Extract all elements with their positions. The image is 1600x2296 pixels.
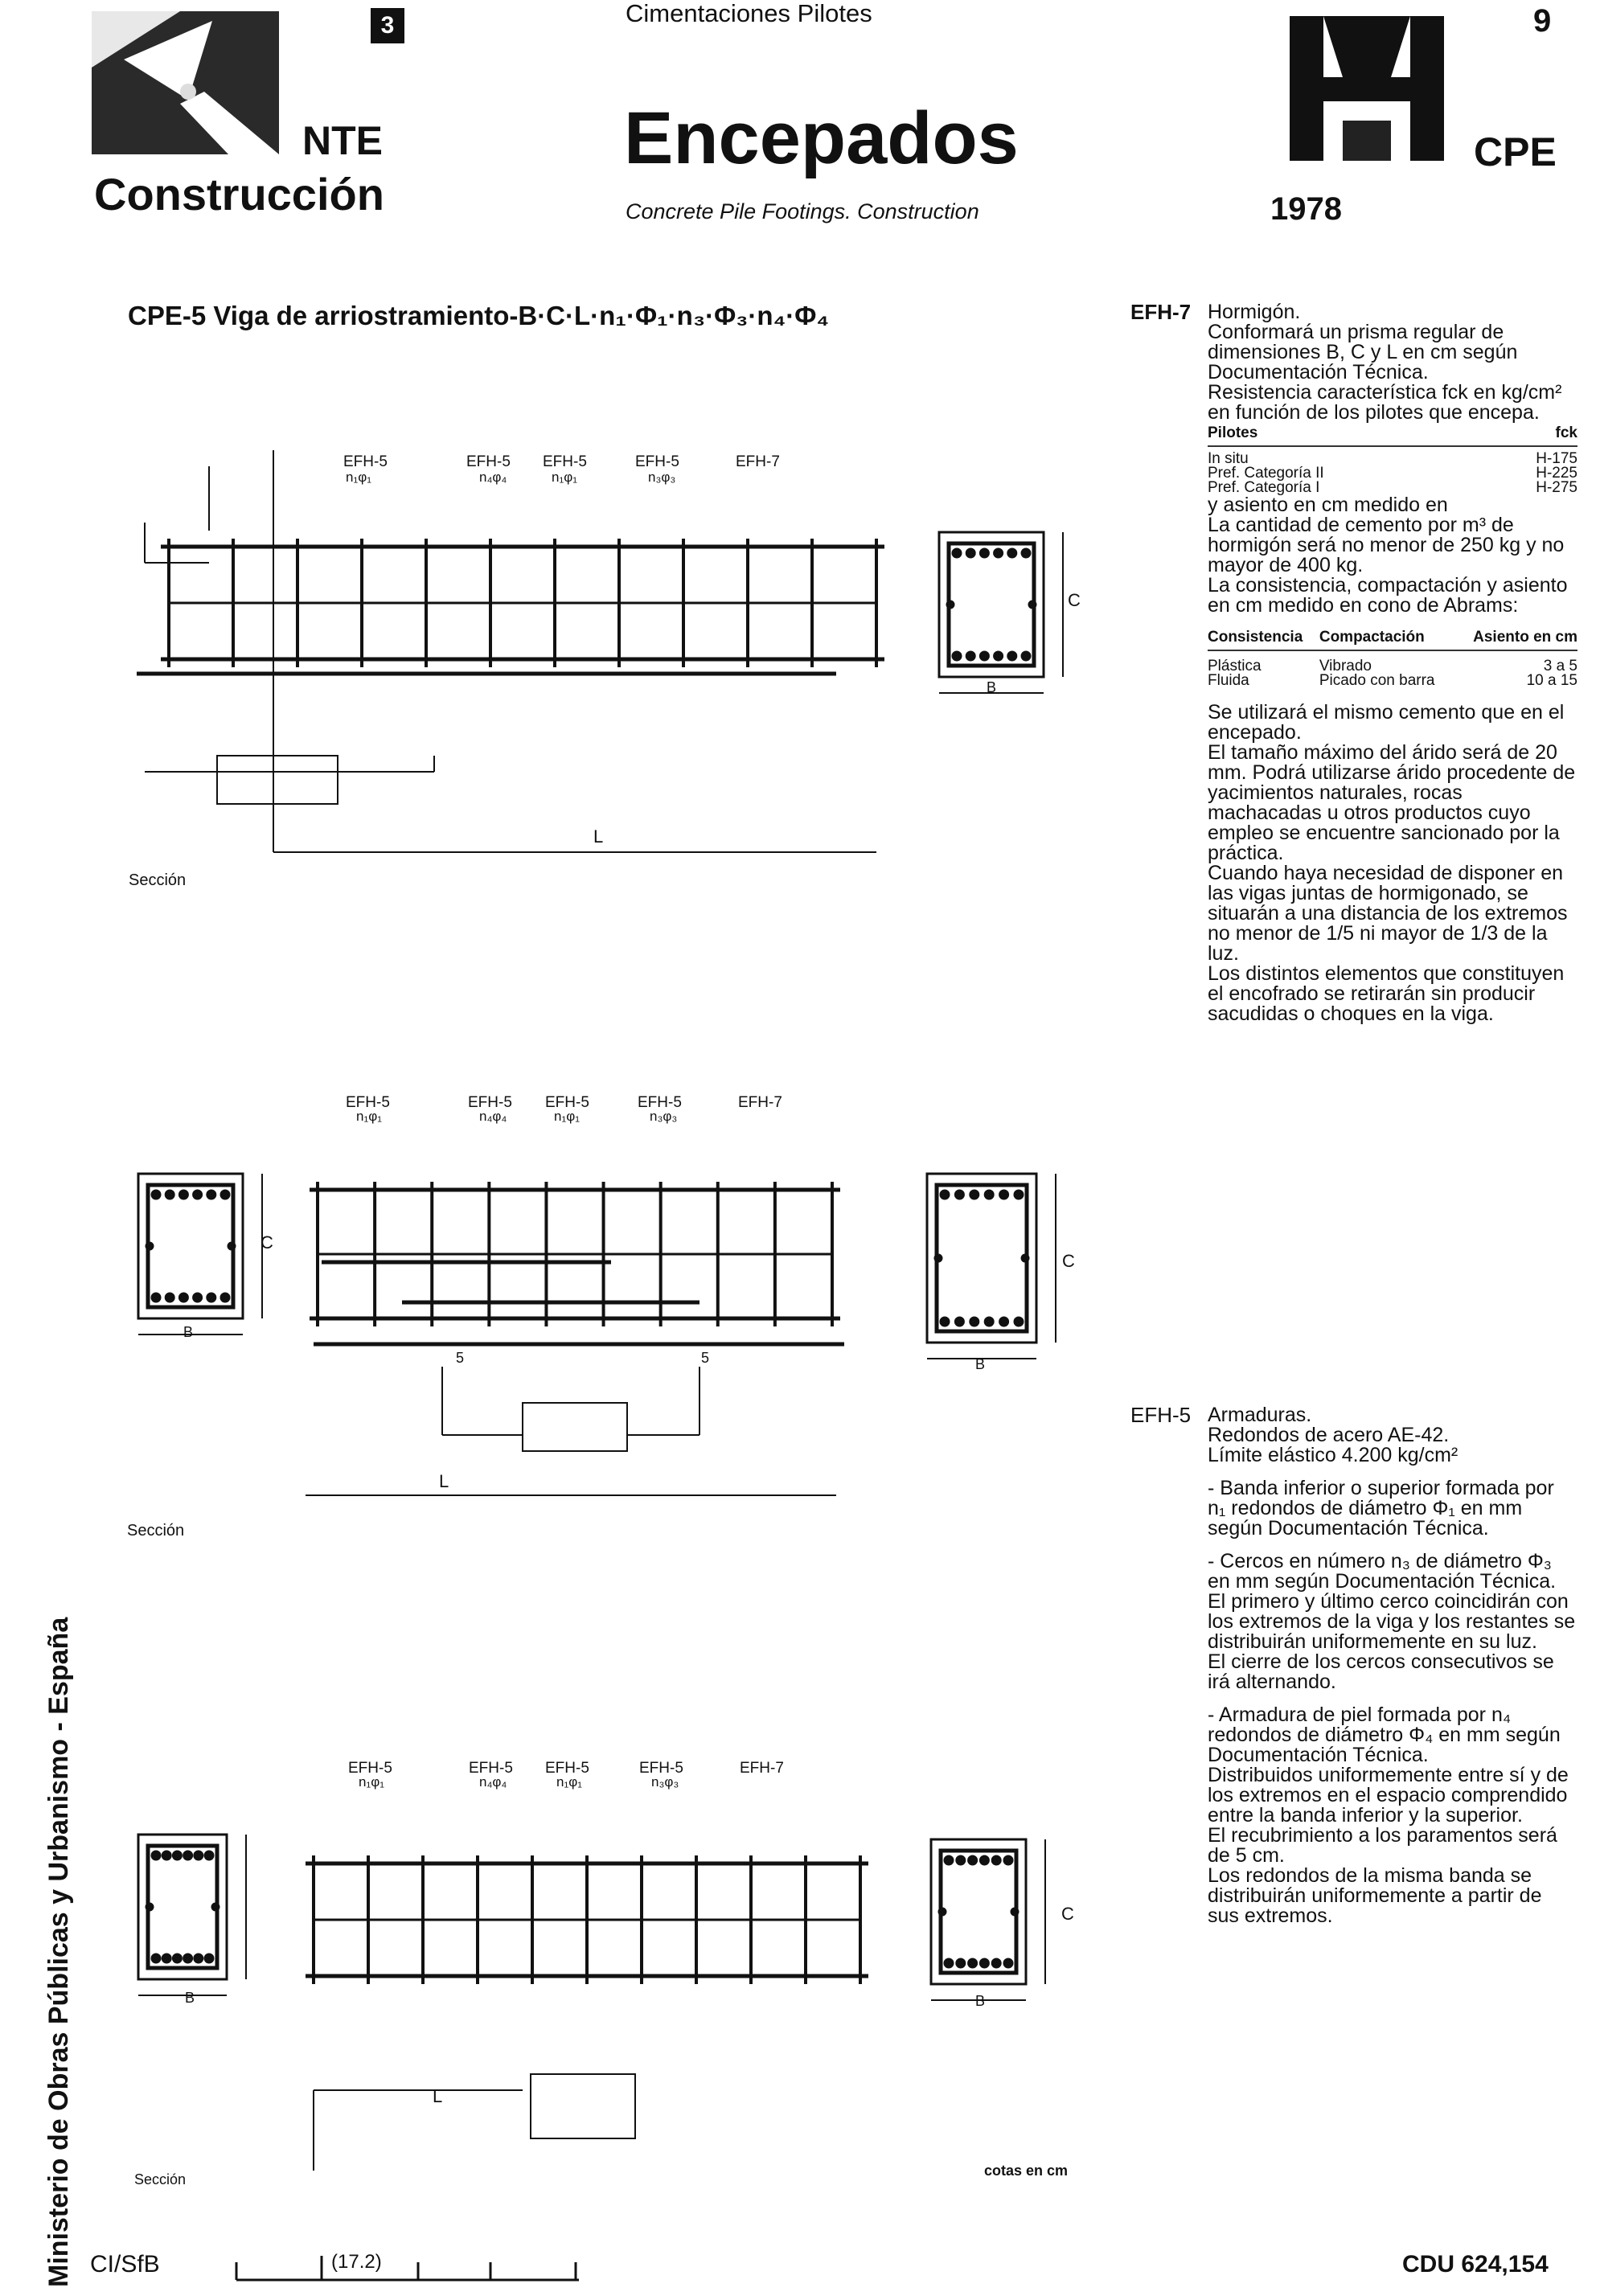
- rebar-dot: [1022, 652, 1030, 660]
- dimension-label: C: [1068, 590, 1081, 610]
- rebar-dot: [146, 1243, 153, 1249]
- rebar-dot: [166, 1294, 174, 1302]
- consistency-table: [1208, 630, 1577, 688]
- rebar-dot: [173, 1954, 181, 1962]
- rebar-dot: [992, 1856, 1000, 1864]
- efh5-title: Armaduras.: [1208, 1404, 1312, 1426]
- table-cell: 3 a 5: [1543, 658, 1577, 674]
- dimension-label: 5: [701, 1350, 710, 1366]
- rebar-dot: [941, 1318, 949, 1326]
- dimension-label: L: [593, 826, 604, 847]
- rebar-label: n₄φ₄: [479, 1109, 507, 1124]
- rebar-dot: [1022, 1255, 1028, 1261]
- rebar-dot: [207, 1191, 215, 1199]
- efh5-label: EFH-5: [466, 453, 511, 470]
- rebar-dot: [969, 1959, 977, 1967]
- units-note: cotas en cm: [984, 2163, 1069, 2179]
- efh5-p3: - Armadura de piel formada por n₄ redondos de diámetro Φ₄ en mm según Documentación Técnica. Distribuidos uniformemente entre sí y de los extremos en el espacio comprendido entre la banda inferior y la superior. El recubrimiento a los paramentos será de 5 cm. Los redondos de la misma banda se distribuirán uniformemente a partir de sus extremos.: [1208, 1704, 1569, 1927]
- dimension-label: L: [439, 1471, 449, 1491]
- efh7-middle: y asiento en cm medido en La cantidad de cemento por m³ de hormigón será no menor de 250 kg y no mayor de 400 kg. La consistencia, compactación y asiento en cm medido en cono de Abrams:: [1208, 494, 1568, 617]
- dimension-label: B: [183, 1324, 194, 1340]
- efh5-code: EFH-5: [1130, 1403, 1192, 1427]
- rebar-dot: [1011, 1909, 1018, 1915]
- rebar-dot: [1008, 652, 1016, 660]
- rebar-dot: [195, 1851, 203, 1859]
- stirrup-outline: [937, 1185, 1027, 1331]
- table-cell: Vibrado: [1319, 658, 1372, 674]
- rebar-dot: [184, 1954, 192, 1962]
- rebar-dot: [184, 1851, 192, 1859]
- cpe-logo: [1270, 0, 1455, 165]
- efh7-label: EFH-7: [738, 1094, 782, 1111]
- rebar-label: n₁φ₁: [552, 469, 577, 485]
- rebar-dot: [152, 1191, 160, 1199]
- efh5-label: EFH-5: [468, 1094, 512, 1111]
- rebar-dot: [947, 601, 954, 608]
- pile-table: [1208, 426, 1577, 495]
- rebar-dot: [953, 652, 961, 660]
- cdu-label: CDU 624,154: [1402, 2251, 1549, 2278]
- rebar-dot: [945, 1959, 953, 1967]
- section-heading: CPE-5 Viga de arriostramiento-B·C·L·n₁·Φ₁·n₃·Φ₃·n₄·Φ₄: [128, 301, 830, 330]
- dimension-label: C: [1062, 1251, 1075, 1271]
- cpe-code: CPE: [1474, 129, 1557, 174]
- efh7-outro: Se utilizará el mismo cemento que en el encepado. El tamaño máximo del árido será de 20 mm. Podrá utilizarse árido procedente de yacimientos naturales, rocas machacadas u otros productos cuyo empleo se encuentre sancionado por la práctica. Cuando haya necesidad de disponer en las vigas juntas de hormigonado, se situarán a una distancia de los extremos no menor de 1/5 ni mayor de 1/3 de la luz. Los distintos elementos que constituyen el encofrado se retirarán sin producir sacudidas o choques en la viga.: [1208, 701, 1576, 1025]
- efh5-p2: - Cercos en número n₃ de diámetro Φ₃ en mm según Documentación Técnica. El primero y último cerco coincidirán con los extremos de la viga y los restantes se distribuirán uniformemente en su luz. El cierre de los cercos consecutivos se irá alternando.: [1208, 1550, 1576, 1693]
- section-label: Sección: [127, 1522, 185, 1540]
- year: 1978: [1270, 191, 1342, 227]
- rebar-dot: [995, 549, 1003, 557]
- efh5-label: EFH-5: [545, 1094, 589, 1111]
- rebar-label: n₄φ₄: [479, 1774, 507, 1790]
- rebar-dot: [969, 1856, 977, 1864]
- efh5-label: EFH-5: [635, 453, 679, 470]
- rebar-label: n₁φ₁: [556, 1774, 582, 1790]
- efh7-label: EFH-7: [736, 453, 780, 470]
- table-cell: Plástica: [1208, 658, 1262, 674]
- rebar-label: n₃φ₃: [651, 1774, 679, 1790]
- rebar-dot: [980, 1856, 988, 1864]
- table-cell: Pref. Categoría I: [1208, 479, 1320, 496]
- efh5-intro: Redondos de acero AE-42. Límite elástico 4.200 kg/cm²: [1208, 1424, 1458, 1466]
- stirrup-outline: [148, 1846, 217, 1968]
- efh5-label: EFH-5: [469, 1760, 513, 1777]
- ministry-label: Ministerio de Obras Públicas y Urbanismo - España: [43, 1617, 74, 2287]
- rebar-dot: [1008, 549, 1016, 557]
- rebar-dot: [980, 1959, 988, 1967]
- dimension-label: B: [185, 1990, 195, 2006]
- rebar-label: n₃φ₃: [648, 469, 676, 485]
- dimension-label: L: [433, 2086, 443, 2106]
- consistency-header: Asiento en cm: [1455, 630, 1578, 650]
- cisfb-box: [233, 2251, 587, 2287]
- category-label: Cimentaciones Pilotes: [626, 0, 872, 27]
- page-title: Encepados: [624, 97, 1019, 179]
- rebar-dot: [1015, 1191, 1023, 1199]
- table-cell: Pref. Categoría II: [1208, 465, 1324, 482]
- rebar-dot: [1004, 1856, 1012, 1864]
- efh5-label: EFH-5: [348, 1760, 392, 1777]
- rebar-dot: [1022, 549, 1030, 557]
- table-cell: In situ: [1208, 450, 1249, 467]
- stirrup-outline: [941, 1851, 1016, 1973]
- efh5-label: EFH-5: [545, 1760, 589, 1777]
- page-number: 9: [1533, 3, 1552, 39]
- rebar-dot: [970, 1318, 978, 1326]
- rebar-dot: [966, 549, 974, 557]
- rebar-dot: [985, 1318, 993, 1326]
- pile-table-header: fck: [1480, 426, 1577, 446]
- efh5-label: EFH-5: [543, 453, 587, 470]
- table-cell: H-175: [1536, 450, 1577, 467]
- efh5-label: EFH-5: [638, 1094, 682, 1111]
- rebar-dot: [173, 1851, 181, 1859]
- rebar-dot: [162, 1954, 170, 1962]
- rebar-dot: [205, 1851, 213, 1859]
- rebar-dot: [179, 1191, 187, 1199]
- rebar-dot: [995, 652, 1003, 660]
- pile-outline: [531, 2074, 635, 2138]
- rebar-dot: [957, 1856, 965, 1864]
- rebar-dot: [1000, 1318, 1008, 1326]
- page-subtitle: Concrete Pile Footings. Construction: [626, 199, 979, 223]
- rebar-dot: [221, 1294, 229, 1302]
- rebar-dot: [152, 1851, 160, 1859]
- rebar-dot: [228, 1243, 235, 1249]
- rebar-label: n₁φ₁: [359, 1774, 384, 1790]
- dimension-label: B: [975, 1993, 986, 2009]
- rebar-dot: [195, 1954, 203, 1962]
- consistency-header: Compactación: [1319, 630, 1455, 650]
- rebar-dot: [970, 1191, 978, 1199]
- dimension-label: B: [987, 679, 997, 695]
- rebar-dot: [945, 1856, 953, 1864]
- construction-label: Construcción: [94, 169, 384, 219]
- rebar-dot: [955, 1191, 963, 1199]
- rebar-dot: [194, 1294, 202, 1302]
- rebar-label: n₁φ₁: [356, 1109, 382, 1124]
- nte-label: NTE: [302, 118, 383, 163]
- section-number-badge: 3: [371, 8, 404, 43]
- rebar-dot: [1015, 1318, 1023, 1326]
- rebar-dot: [212, 1904, 219, 1910]
- consistency-header: Consistencia: [1208, 630, 1319, 650]
- rebar-dot: [194, 1191, 202, 1199]
- efh5-label: EFH-5: [346, 1094, 390, 1111]
- efh7-block: [1208, 302, 1577, 1024]
- rebar-dot: [146, 1904, 153, 1910]
- table-cell: Fluida: [1208, 672, 1249, 689]
- cisfb-label: CI/SfB: [90, 2251, 160, 2278]
- rebar-dot: [935, 1255, 942, 1261]
- rebar-label: n₄φ₄: [479, 469, 507, 485]
- efh7-title: Hormigón.: [1208, 301, 1301, 323]
- efh7-intro: Conformará un prisma regular de dimensiones B, C y L en cm según Documentación Técnica. Resistencia característica fck en kg/cm² en función de los pilotes que encepa.: [1208, 321, 1562, 424]
- rebar-dot: [162, 1851, 170, 1859]
- efh5-label: EFH-5: [639, 1760, 683, 1777]
- rebar-dot: [985, 1191, 993, 1199]
- rebar-dot: [980, 652, 988, 660]
- efh5-label: EFH-5: [343, 453, 388, 470]
- cisfb-code: (17.2): [331, 2251, 382, 2273]
- rebar-dot: [152, 1954, 160, 1962]
- rebar-dot: [166, 1191, 174, 1199]
- rebar-dot: [221, 1191, 229, 1199]
- stirrup-outline: [148, 1185, 233, 1307]
- rebar-dot: [1004, 1959, 1012, 1967]
- rebar-dot: [205, 1954, 213, 1962]
- dimension-label: C: [1061, 1904, 1074, 1924]
- rebar-dot: [1029, 601, 1036, 608]
- efh5-block: [1208, 1405, 1577, 1926]
- stirrup-outline: [949, 543, 1034, 666]
- dimension-label: 5: [456, 1350, 465, 1366]
- rebar-dot: [207, 1294, 215, 1302]
- efh7-label: EFH-7: [740, 1760, 784, 1777]
- dimension-label: B: [975, 1356, 986, 1372]
- rebar-dot: [957, 1959, 965, 1967]
- table-cell: Picado con barra: [1319, 672, 1435, 689]
- rebar-dot: [955, 1318, 963, 1326]
- section-label: Sección: [129, 871, 187, 889]
- pile-table-header: Pilotes: [1208, 426, 1480, 446]
- table-cell: H-225: [1536, 465, 1577, 482]
- rebar-label: n₁φ₁: [554, 1109, 580, 1124]
- efh5-p1: - Banda inferior o superior formada por n₁ redondos de diámetro Φ₁ en mm según Documentación Técnica.: [1208, 1477, 1554, 1540]
- rebar-label: n₃φ₃: [650, 1109, 678, 1124]
- rebar-dot: [1000, 1191, 1008, 1199]
- rebar-dot: [941, 1191, 949, 1199]
- pile-outline: [523, 1403, 627, 1451]
- dimension-label: C: [261, 1232, 273, 1253]
- rebar-dot: [939, 1909, 946, 1915]
- table-cell: H-275: [1536, 479, 1577, 496]
- efh7-code: EFH-7: [1130, 300, 1192, 324]
- rebar-dot: [179, 1294, 187, 1302]
- section-label: Sección: [134, 2171, 187, 2187]
- rebar-label: n₁φ₁: [346, 469, 371, 485]
- rebar-dot: [992, 1959, 1000, 1967]
- rebar-dot: [953, 549, 961, 557]
- table-cell: 10 a 15: [1526, 672, 1577, 689]
- pile-outline: [217, 756, 338, 804]
- rebar-dot: [966, 652, 974, 660]
- rebar-dot: [152, 1294, 160, 1302]
- rebar-dot: [980, 549, 988, 557]
